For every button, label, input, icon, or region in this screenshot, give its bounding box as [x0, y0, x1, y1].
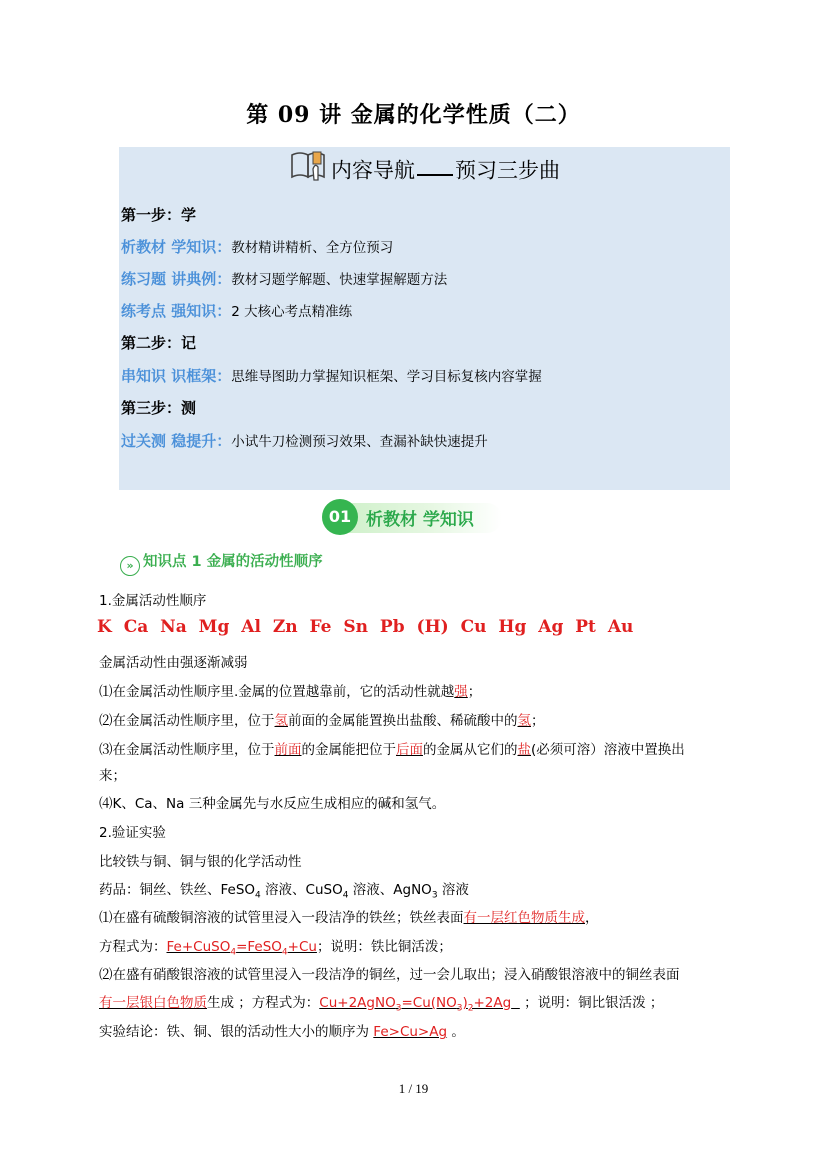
nav-row-3-key: 练考点 强知识	[121, 302, 217, 320]
equation-1: 方程式为：Fe+CuSO$_4$=FeSO$_4$+Cu；说明：铁比铜活泼；	[99, 939, 452, 958]
nav-row-5-key: 过关测 稳提升	[121, 432, 217, 450]
step1-label: 第一步：学	[121, 206, 197, 224]
nav-heading-left: 内容导航	[331, 158, 415, 183]
nav-heading-right: 预习三步曲	[455, 158, 560, 183]
rule-4: ⑷K、Ca、Na 三种金属先与水反应生成相应的碱和氢气。	[99, 796, 446, 812]
reagents: 药品：铜丝、铁丝、FeSO$_4$ 溶液、CuSO$_4$ 溶液、AgNO$_3$ 溶液	[99, 882, 469, 901]
equation-2-answer: $Cu+2AgNO_3=Cu(NO_3)_2+2Ag$	[319, 995, 512, 1014]
answer-hydrogen-1: 氢	[274, 713, 288, 729]
page-title: 第 09 讲 金属的化学性质（二）	[246, 102, 581, 128]
section-2-heading: 2.验证实验	[99, 825, 166, 841]
answer-salt: 盐	[517, 742, 531, 758]
book-icon	[289, 149, 329, 194]
step3-label: 第三步：测	[121, 399, 197, 417]
page-number: 1 / 19	[398, 1081, 429, 1096]
section-1-heading: 1.金属活动性顺序	[99, 593, 207, 609]
equation-1-answer: Fe+CuSO$_4$=FeSO$_4$+Cu	[166, 939, 317, 958]
experiment-aim: 比较铁与铜、铜与银的化学活动性	[99, 854, 302, 870]
metal-activity-series: K Ca Na Mg Al Zn Fe Sn Pb (H) Cu Hg Ag Pt Au	[97, 617, 634, 637]
answer-red-substance: 有一层红色物质生成	[463, 910, 585, 926]
activity-trend: 金属活动性由强逐渐减弱	[99, 655, 248, 671]
step2-label: 第二步：记	[121, 334, 197, 352]
answer-strong: 强	[454, 684, 468, 700]
nav-row-2: 练习题 讲典例：教材习题学解题、快速掌握解题方法	[121, 270, 448, 288]
rule-1: ⑴在金属活动性顺序里.金属的位置越靠前，它的活动性就越强；	[99, 684, 482, 700]
nav-row-5-text: 小试牛刀检测预习效果、查漏补缺快速提升	[231, 434, 488, 450]
knowledge-point-heading: » 知识点 1 金属的活动性顺序	[120, 550, 323, 576]
nav-row-3: 练考点 强知识：2 大核心考点精准练	[121, 302, 353, 320]
answer-behind: 后面	[396, 742, 423, 758]
rule-3: ⑶在金属活动性顺序里，位于前面的金属能把位于后面的金属从它们的盐(必须可溶）溶液中置换出	[99, 742, 685, 758]
section-number: 01	[322, 499, 358, 535]
nav-row-3-text: 2 大核心考点精准练	[231, 304, 353, 320]
nav-row-4-key: 串知识 识框架	[121, 367, 217, 385]
nav-row-1-key: 析教材 学知识	[121, 238, 217, 256]
nav-row-2-text: 教材习题学解题、快速掌握解题方法	[231, 272, 448, 288]
nav-row-5: 过关测 稳提升：小试牛刀检测预习效果、查漏补缺快速提升	[121, 432, 488, 450]
experiment-2: ⑵在盛有硝酸银溶液的试管里浸入一段洁净的铜丝，过一会儿取出；浸入硝酸银溶液中的铜丝表面	[99, 967, 680, 983]
rule-3-cont: 来；	[99, 768, 126, 784]
nav-row-4-text: 思维导图助力掌握知识框架、学习目标复核内容掌握	[231, 369, 542, 385]
rule-2: ⑵在金属活动性顺序里，位于氢前面的金属能置换出盐酸、稀硫酸中的氢；	[99, 713, 545, 729]
nav-heading	[119, 149, 730, 185]
answer-front: 前面	[274, 742, 302, 758]
nav-row-4: 串知识 识框架：思维导图助力掌握知识框架、学习目标复核内容掌握	[121, 367, 542, 385]
section-title: 析教材 学知识	[366, 510, 474, 530]
nav-row-1: 析教材 学知识：教材精讲精析、全方位预习	[121, 238, 394, 256]
answer-hydrogen-2: 氢	[517, 713, 531, 729]
double-arrow-icon: »	[120, 556, 140, 576]
experiment-conclusion: 实验结论：铁、铜、银的活动性大小的顺序为 Fe>Cu>Ag 。	[99, 1024, 465, 1040]
answer-silver-substance: 有一层银白色物质	[99, 995, 207, 1011]
heading-dash	[417, 174, 453, 176]
nav-row-1-text: 教材精讲精析、全方位预习	[231, 240, 394, 256]
answer-order: Fe>Cu>Ag	[373, 1024, 448, 1040]
nav-row-2-key: 练习题 讲典例	[121, 270, 217, 288]
section-badge	[322, 497, 507, 537]
experiment-1: ⑴在盛有硫酸铜溶液的试管里浸入一段洁净的铁丝；铁丝表面有一层红色物质生成，	[99, 910, 599, 926]
experiment-2-cont: 有一层银白色物质生成 ；方程式为：$Cu+2AgNO_3=Cu(NO_3)_2+2Ag$ ；说明：铜比银活泼 ；	[99, 995, 664, 1014]
